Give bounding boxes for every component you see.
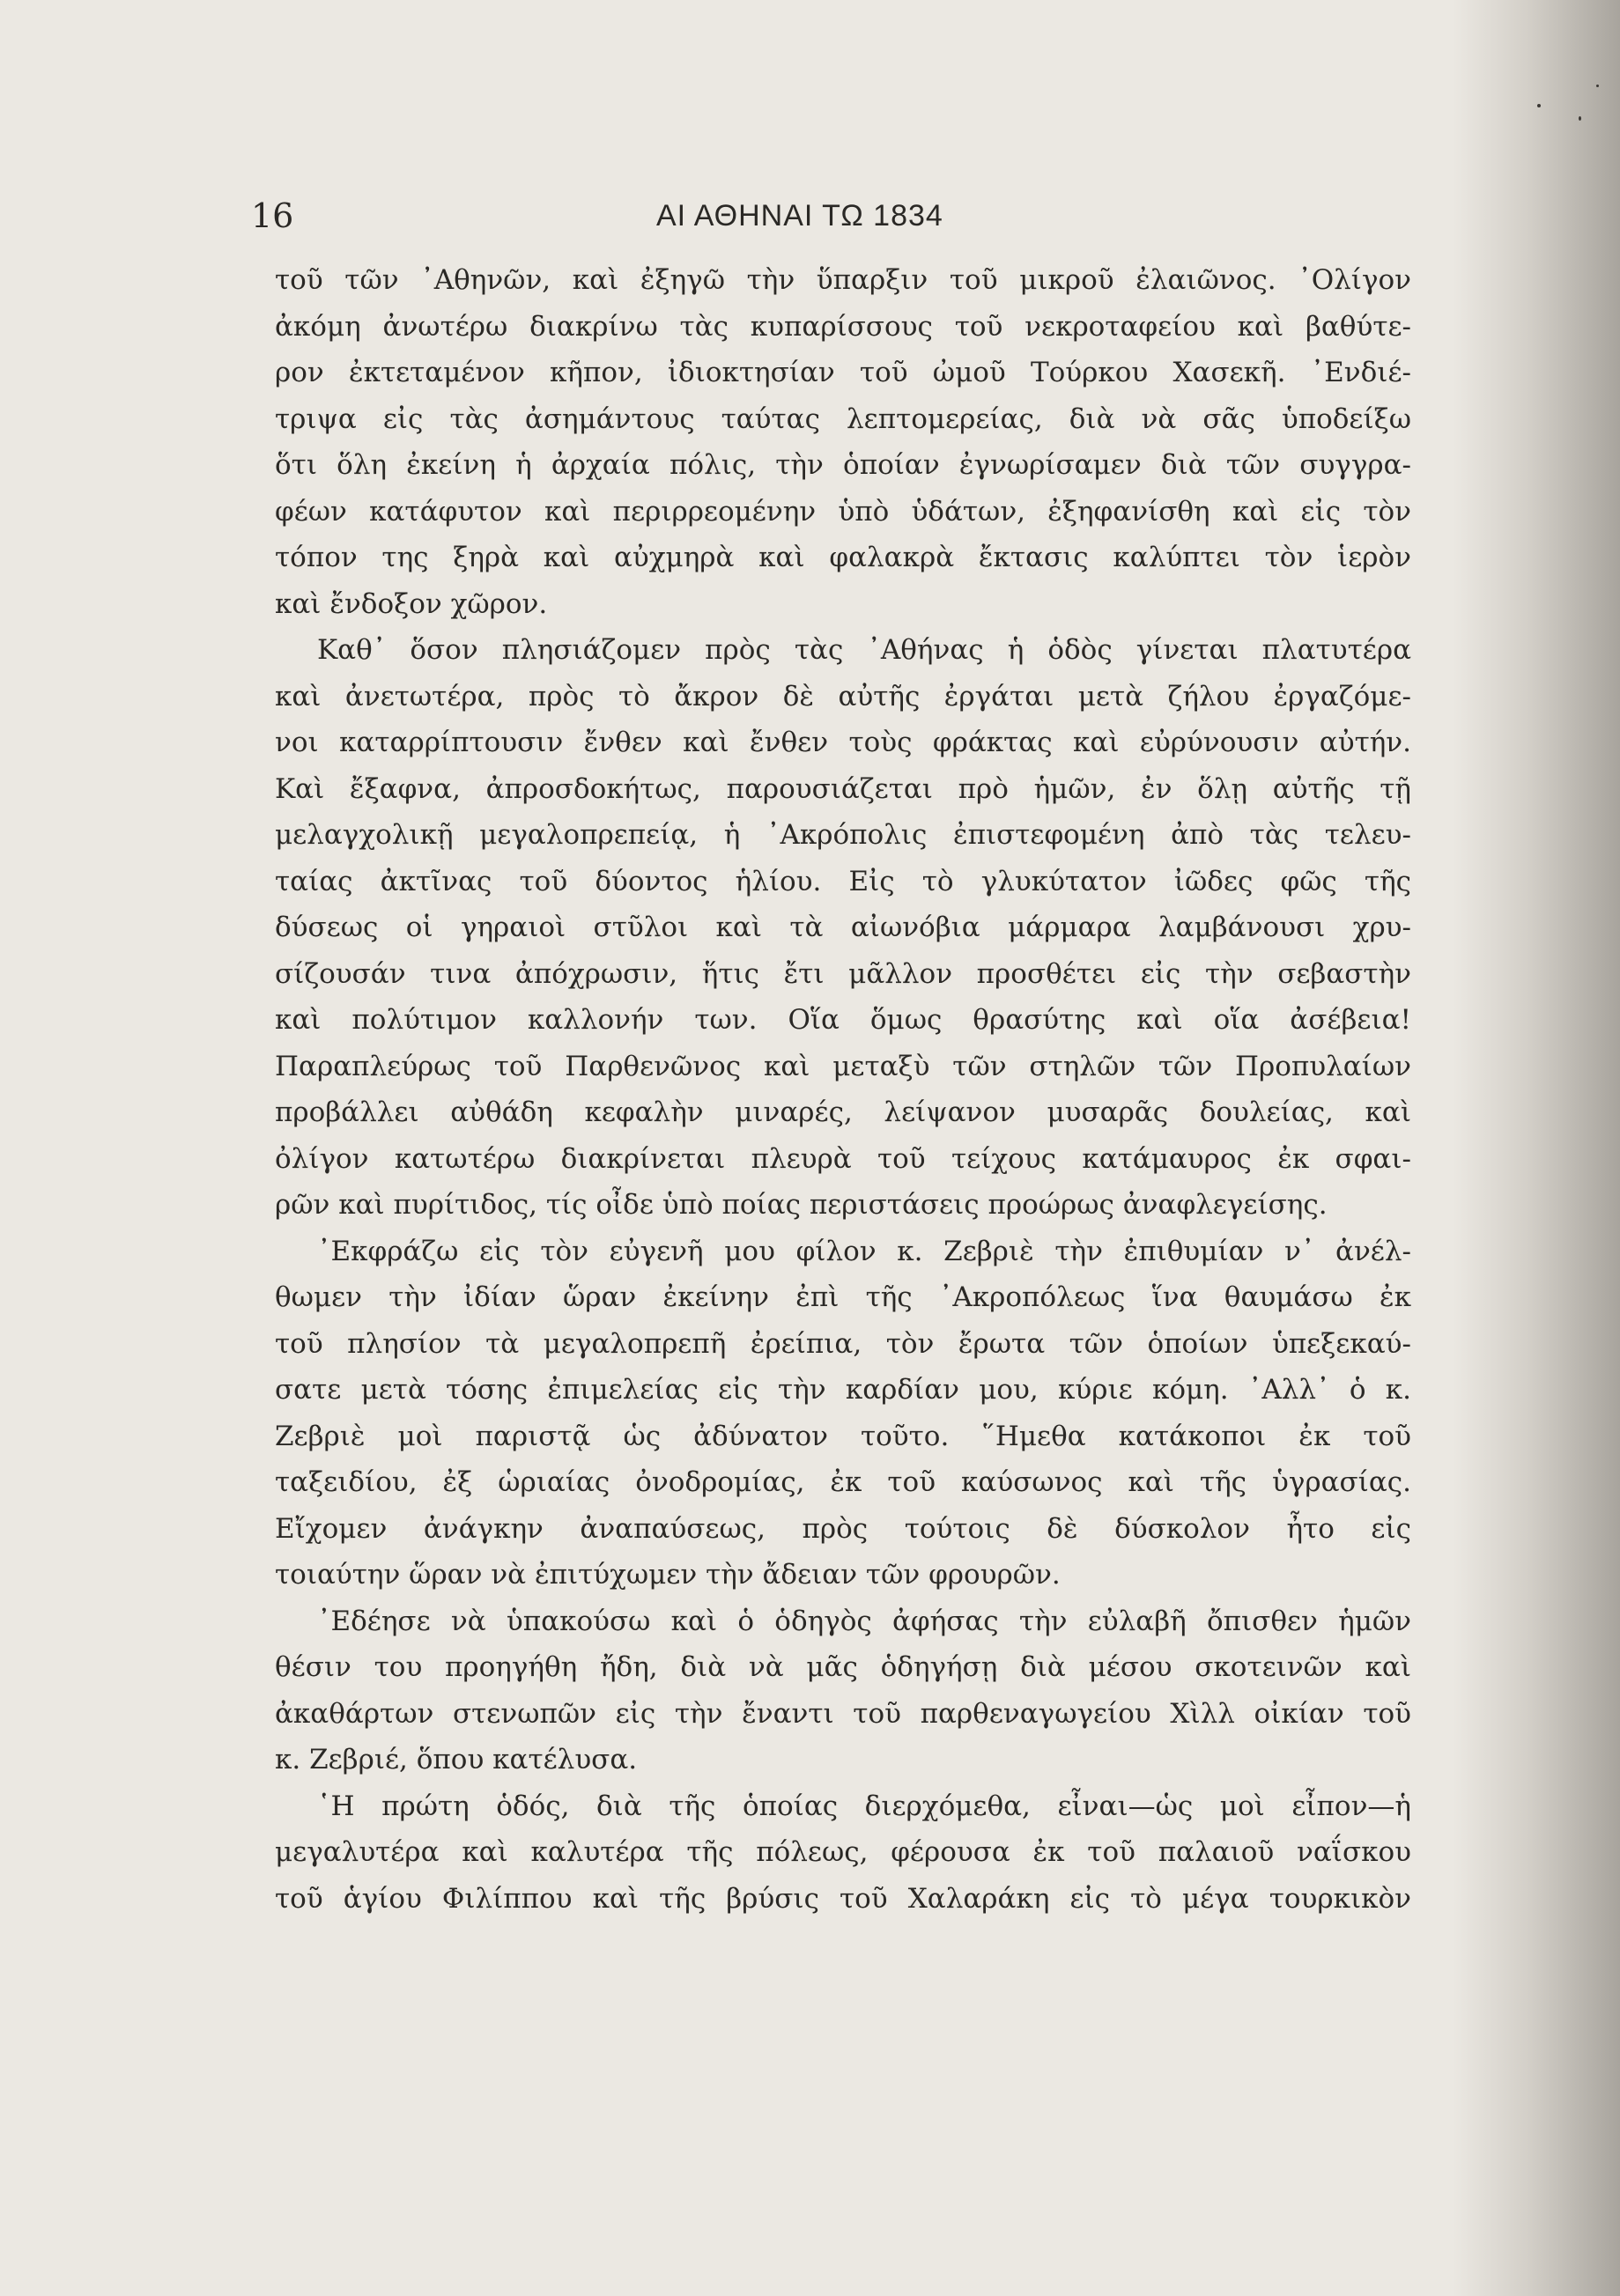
text-line: σατε μετὰ τόσης ἐπιμελείας εἰς τὴν καρδίαν μου, κύριε κόμη. ᾿Αλλ᾿ ὁ κ.: [275, 1374, 1411, 1406]
text-line: καὶ ἔνδοξον χῶρον.: [275, 587, 548, 620]
running-title: ΑΙ ΑΘΗΝΑΙ ΤΩ 1834: [656, 199, 943, 233]
paper-speck: [1596, 85, 1599, 87]
text-line: ρῶν καὶ πυρίτιδος, τίς οἶδε ὑπὸ ποίας περιστάσεις προώρως ἀναφλεγείσης.: [275, 1189, 1328, 1221]
text-line: καὶ ἀνετωτέρα, πρὸς τὸ ἄκρον δὲ αὐτῆς ἐργάται μετὰ ζήλου ἐργαζόμε-: [275, 680, 1411, 712]
text-line: τοῦ πλησίον τὰ μεγαλοπρεπῆ ἐρείπια, τὸν ἔρωτα τῶν ὁποίων ὑπεξεκαύ-: [275, 1327, 1411, 1360]
paper-speck: [1579, 116, 1581, 121]
text-line: ἀκαθάρτων στενωπῶν εἰς τὴν ἔναντι τοῦ παρθεναγωγείου Χὶλλ οἰκίαν τοῦ: [275, 1697, 1411, 1730]
text-line: Ζεβριὲ μοὶ παριστᾷ ὡς ἀδύνατον τοῦτο. ῞Ημεθα κατάκοποι ἐκ τοῦ: [275, 1420, 1411, 1452]
text-line: Καὶ ἔξαφνα, ἀπροσδοκήτως, παρουσιάζεται πρὸ ἡμῶν, ἐν ὅλῃ αὐτῆς τῇ: [275, 772, 1411, 805]
text-line: ταίας ἀκτῖνας τοῦ δύοντος ἡλίου. Εἰς τὸ γλυκύτατον ἰῶδες φῶς τῆς: [275, 865, 1411, 897]
text-line: τριψα εἰς τὰς ἀσημάντους ταύτας λεπτομερείας, διὰ νὰ σᾶς ὑποδείξω: [275, 402, 1411, 435]
text-line: τοιαύτην ὥραν νὰ ἐπιτύχωμεν τὴν ἄδειαν τῶν φρουρῶν.: [275, 1559, 1061, 1591]
text-line: κ. Ζεβριέ, ὅπου κατέλυσα.: [275, 1744, 638, 1776]
text-line: καὶ πολύτιμον καλλονήν των. Οἵα ὅμως θρασύτης καὶ οἵα ἀσέβεια!: [275, 1004, 1411, 1036]
text-line: μεγαλυτέρα καὶ καλυτέρα τῆς πόλεως, φέρουσα ἐκ τοῦ παλαιοῦ ναΐσκου: [275, 1836, 1411, 1868]
text-line: ᾿Εδέησε νὰ ὑπακούσω καὶ ὁ ὁδηγὸς ἀφήσας τὴν εὐλαβῆ ὄπισθεν ἡμῶν: [317, 1605, 1411, 1637]
text-line: ὀλίγον κατωτέρω διακρίνεται πλευρὰ τοῦ τείχους κατάμαυρος ἐκ σφαι-: [275, 1142, 1411, 1175]
text-line: νοι καταρρίπτουσιν ἔνθεν καὶ ἔνθεν τοὺς φράκτας καὶ εὐρύνουσιν αὐτήν.: [275, 727, 1411, 758]
page-gutter-shadow: [1453, 0, 1620, 2296]
text-line: Παραπλεύρως τοῦ Παρθενῶνος καὶ μεταξὺ τῶν στηλῶν τῶν Προπυλαίων: [275, 1050, 1411, 1082]
body-text: [275, 257, 1411, 1922]
text-line: τοῦ τῶν ᾿Αθηνῶν, καὶ ἐξηγῶ τὴν ὕπαρξιν τοῦ μικροῦ ἐλαιῶνος. ᾿Ολίγον: [275, 264, 1411, 296]
page-header: [251, 189, 1414, 242]
text-line: ἀκόμη ἀνωτέρω διακρίνω τὰς κυπαρίσσους τοῦ νεκροταφείου καὶ βαθύτε-: [275, 310, 1411, 343]
text-line: θωμεν τὴν ἰδίαν ὥραν ἐκείνην ἐπὶ τῆς ᾿Ακροπόλεως ἵνα θαυμάσω ἐκ: [275, 1281, 1411, 1313]
text-line: ταξειδίου, ἐξ ὡριαίας ὀνοδρομίας, ἐκ τοῦ καύσωνος καὶ τῆς ὑγρασίας.: [275, 1466, 1411, 1498]
text-line: ρον ἐκτεταμένον κῆπον, ἰδιοκτησίαν τοῦ ὠμοῦ Τούρκου Χασεκῆ. ᾿Ενδιέ-: [275, 357, 1411, 388]
text-line: μελαγχολικῇ μεγαλοπρεπείᾳ, ἡ ᾿Ακρόπολις ἐπιστεφομένη ἀπὸ τὰς τελευ-: [275, 819, 1411, 851]
text-line: φέων κατάφυτον καὶ περιρρεομένην ὑπὸ ὑδάτων, ἐξηφανίσθη καὶ εἰς τὸν: [275, 495, 1411, 528]
page-number: 16: [251, 196, 294, 235]
text-line: τοῦ ἁγίου Φιλίππου καὶ τῆς βρύσις τοῦ Χαλαράκη εἰς τὸ μέγα τουρκικὸν: [275, 1882, 1411, 1915]
text-line: προβάλλει αὐθάδη κεφαλὴν μιναρές, λείψανον μυσαρᾶς δουλείας, καὶ: [275, 1096, 1411, 1128]
text-line: Εἴχομεν ἀνάγκην ἀναπαύσεως, πρὸς τούτοις δὲ δύσκολον ἦτο εἰς: [275, 1512, 1411, 1545]
text-line: θέσιν του προηγήθη ἤδη, διὰ νὰ μᾶς ὁδηγήσῃ διὰ μέσου σκοτεινῶν καὶ: [275, 1651, 1411, 1683]
text-line: ᾿Εκφράζω εἰς τὸν εὐγενῆ μου φίλον κ. Ζεβριὲ τὴν ἐπιθυμίαν ν᾿ ἀνέλ-: [317, 1235, 1411, 1267]
text-line: σίζουσάν τινα ἀπόχρωσιν, ἥτις ἔτι μᾶλλον προσθέτει εἰς τὴν σεβαστὴν: [275, 957, 1411, 990]
text-line: τόπον της ξηρὰ καὶ αὐχμηρὰ καὶ φαλακρὰ ἔκτασις καλύπτει τὸν ἱερὸν: [275, 542, 1411, 573]
paper-speck: [1537, 104, 1541, 107]
text-line: δύσεως οἱ γηραιοὶ στῦλοι καὶ τὰ αἰωνόβια μάρμαρα λαμβάνουσι χρυ-: [275, 912, 1411, 943]
text-line: ῾Η πρώτη ὁδός, διὰ τῆς ὁποίας διερχόμεθα, εἶναι—ὡς μοὶ εἶπον—ἡ: [317, 1790, 1411, 1822]
text-line: Καθ᾿ ὅσον πλησιάζομεν πρὸς τὰς ᾿Αθήνας ἡ ὁδὸς γίνεται πλατυτέρα: [317, 634, 1411, 666]
text-line: ὅτι ὅλη ἐκείνη ἡ ἀρχαία πόλις, τὴν ὁποίαν ἐγνωρίσαμεν διὰ τῶν συγγρα-: [275, 449, 1411, 481]
